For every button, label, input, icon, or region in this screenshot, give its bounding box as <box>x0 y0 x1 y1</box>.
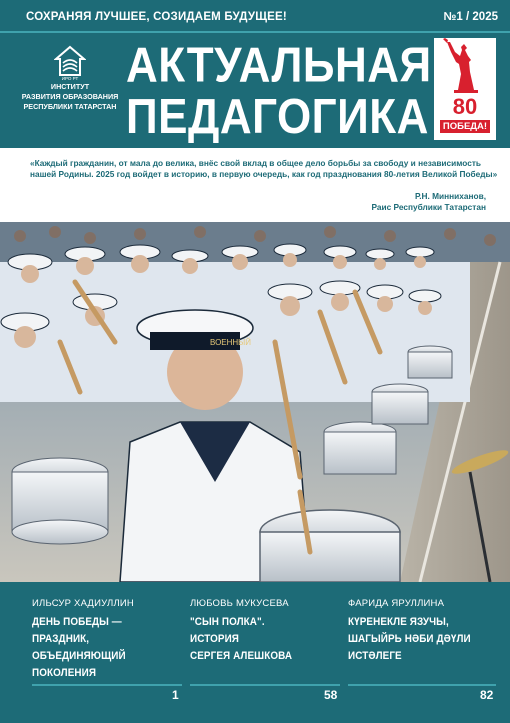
article-title-line: ОБЪЕДИНЯЮЩИЙ ПОКОЛЕНИЯ <box>32 650 126 679</box>
header-divider <box>0 31 510 33</box>
cover-photo <box>0 222 510 582</box>
institute-emblem-icon <box>54 45 86 81</box>
article-divider <box>348 684 496 686</box>
article-page-number: 82 <box>480 688 494 702</box>
quote-author-name: Р.Н. Минниханов, <box>414 191 486 201</box>
article-entry[interactable] <box>190 582 340 723</box>
badge-caption <box>440 96 490 133</box>
article-title-line: КҮРЕНЕКЛЕ ЯЗУЧЫ, <box>348 616 449 628</box>
article-divider <box>190 684 340 686</box>
article-title-line: "СЫН ПОЛКА". <box>190 616 265 628</box>
slogan: СОХРАНЯЯ ЛУЧШЕЕ, СОЗИДАЕМ БУДУЩЕЕ! <box>26 11 287 23</box>
article-author: ЛЮБОВЬ МУКУСЕВА <box>190 598 289 609</box>
article-title <box>190 614 292 665</box>
contents-footer <box>0 582 510 723</box>
epigraph-quote: «Каждый гражданин, от мала до велика, внёс свой вклад в общее дело борьбы за свободу и независимость нашей Родины. 2025 год войдет в историю, в первую очередь, как год празднования 80-летия Великой Победы» <box>30 158 498 179</box>
cap-band-text: ВОЕННЫЙ <box>210 338 252 347</box>
article-title-line: ИСТОРИЯ <box>190 633 239 645</box>
article-author: ФАРИДА ЯРУЛЛИНА <box>348 598 445 609</box>
issue-number: №1 / 2025 <box>443 11 498 23</box>
badge-number: 80 <box>452 94 478 119</box>
institute-line: ИНСТИТУТ <box>50 82 90 91</box>
badge-word: ПОБЕДА! <box>440 120 490 133</box>
article-title-line: СЕРГЕЯ АЛЕШКОВА <box>190 650 293 662</box>
cover-header <box>0 0 510 148</box>
article-divider <box>32 684 182 686</box>
quote-author-title: Раис Республики Татарстан <box>371 202 486 212</box>
institute-line: РЕСПУБЛИКИ ТАТАРСТАН <box>23 102 117 111</box>
article-author: ИЛЬСУР ХАДИУЛЛИН <box>32 598 134 609</box>
article-title-line: ПРАЗДНИК, <box>32 633 90 645</box>
institute-line: РАЗВИТИЯ ОБРАЗОВАНИЯ <box>21 92 119 101</box>
article-title <box>348 614 471 665</box>
motherland-calls-statue-icon <box>434 38 496 98</box>
title-line: АКТУАЛЬНАЯ <box>126 37 432 93</box>
article-title <box>32 614 167 682</box>
article-page-number: 1 <box>172 688 179 702</box>
institute-name <box>20 82 120 112</box>
quote-attribution <box>326 191 486 213</box>
article-title-line: ШАГЫЙРЬ НӘБИ ДӘҮЛИ <box>348 633 471 645</box>
article-entry[interactable] <box>348 582 496 723</box>
journal-title <box>126 37 432 145</box>
title-line: ПЕДАГОГИКА <box>126 89 429 145</box>
article-entry[interactable] <box>32 582 182 723</box>
institute-logo-caption: ИРО РТ <box>61 76 79 81</box>
victory-80-badge <box>434 38 496 140</box>
article-title-line: ДЕНЬ ПОБЕДЫ — <box>32 616 122 628</box>
cadet-drummers-parade-photo <box>0 222 510 582</box>
article-title-line: ИСТӘЛЕГЕ <box>348 650 402 662</box>
article-page-number: 58 <box>324 688 338 702</box>
